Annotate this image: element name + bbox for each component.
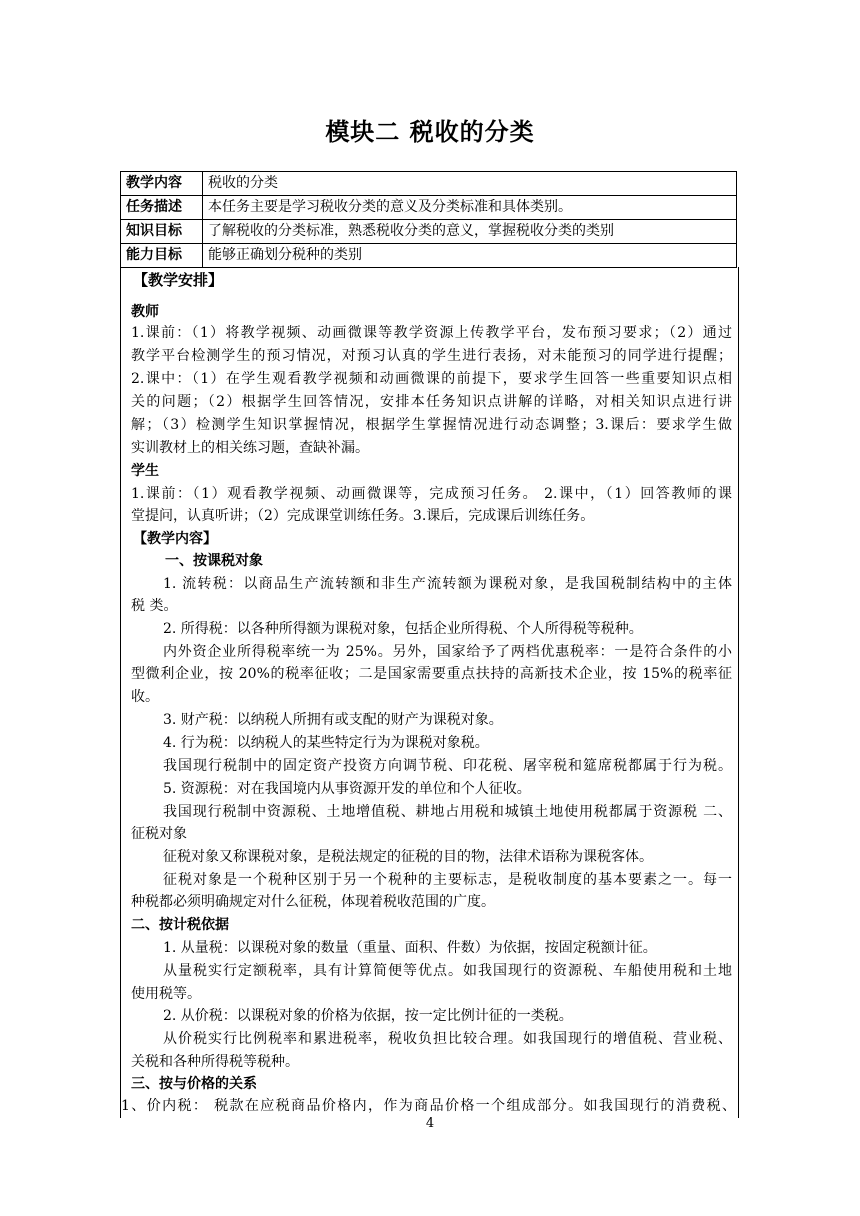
subheading-teacher: 教师 (131, 304, 159, 320)
table-row (121, 220, 737, 244)
body-line: 关税和各种所得税等税种。 (131, 1054, 299, 1070)
row-key: 能力目标 (121, 244, 203, 268)
page-number: 4 (425, 1116, 435, 1131)
body-line: 1.课前：（1）将教学视频、动画微课等教学资源上传教学平台，发布预习要求；（2）通过 (131, 325, 732, 341)
body-line: 我国现行税制中资源税、土地增值税、耕地占用税和城镇土地使用税都属于资源税 二、 (163, 804, 732, 820)
page-title: 模块二 税收的分类 (325, 118, 535, 146)
row-key: 知识目标 (121, 220, 203, 244)
row-value: 本任务主要是学习税收分类的意义及分类标准和具体类别。 (203, 196, 737, 220)
body-line: 3. 财产税：以纳税人所拥有或支配的财产为课税对象。 (163, 712, 503, 728)
body-line: 1. 从量税：以课税对象的数量（重量、面积、件数）为依据，按固定税额计征。 (163, 940, 657, 956)
body-line: 我国现行税制中的固定资产投资方向调节税、印花税、屠宰税和筵席税都属于行为税。 (163, 758, 732, 774)
body-line: 征税对象是一个税种区别于另一个税种的主要标志，是税收制度的基本要素之一。每一 (163, 872, 732, 888)
row-value: 了解税收的分类标准，熟悉税收分类的意义，掌握税收分类的类别 (203, 220, 737, 244)
body-line: 2.课中：（1）在学生观看教学视频和动画微课的前提下，要求学生回答一些重要知识点相 (131, 371, 732, 387)
section-heading: 【教学安排】 (133, 271, 224, 289)
category-heading: 一、按课税对象 (165, 553, 263, 569)
lesson-info-table (120, 171, 737, 268)
body-line: 收。 (131, 689, 159, 705)
body-line: 种税都必须明确规定对什么征税，体现着税收范围的广度。 (131, 894, 495, 910)
body-line: 2. 从价税：以课税对象的价格为依据，按一定比例计征的一类税。 (163, 1008, 573, 1024)
row-value: 能够正确划分税种的类别 (203, 244, 737, 268)
category-heading: 二、按计税依据 (131, 917, 229, 933)
subheading-student: 学生 (131, 463, 159, 479)
body-line: 征税对象又称课税对象，是税法规定的征税的目的物，法律术语称为课税客体。 (163, 849, 653, 865)
body-line: 4. 行为税：以纳税人的某些特定行为为课税对象税。 (163, 735, 489, 751)
table-row (121, 172, 737, 196)
body-line: 1.课前：（1）观看教学视频、动画微课等，完成预习任务。 2.课中，（1）回答教师的课 (131, 486, 732, 502)
body-line: 从量税实行定额税率，具有计算简便等优点。如我国现行的资源税、车船使用税和土地 (163, 963, 732, 979)
body-line: 解；（3）检测学生知识掌握情况，根据学生掌握情况进行动态调整；3.课后：要求学生做 (131, 417, 732, 433)
body-line: 内外资企业所得税率统一为 25%。另外，国家给予了两档优惠税率：一是符合条件的小 (163, 644, 732, 660)
body-line: 关的问题；（2）根据学生回答情况，安排本任务知识点讲解的详略，对相关知识点进行讲 (131, 394, 732, 410)
row-key: 任务描述 (121, 196, 203, 220)
body-line: 1. 流转税：以商品生产流转额和非生产流转额为课税对象，是我国税制结构中的主体 (163, 576, 732, 592)
body-line: 型微利企业，按 20%的税率征收；二是国家需要重点扶持的高新技术企业，按 15%的税率征 (131, 666, 732, 682)
body-line: 税 类。 (131, 598, 178, 614)
category-heading: 三、按与价格的关系 (131, 1076, 257, 1092)
table-row (121, 244, 737, 268)
body-line: 从价税实行比例税率和累进税率，税收负担比较合理。如我国现行的增值税、营业税、 (163, 1031, 732, 1047)
row-key: 教学内容 (121, 172, 203, 196)
lesson-body (120, 267, 739, 1118)
body-line: 教学平台检测学生的预习情况，对预习认真的学生进行表扬，对未能预习的同学进行提醒； (131, 348, 732, 364)
body-line: 堂提问，认真听讲；（2）完成课堂训练任务。3.课后，完成课后训练任务。 (131, 508, 595, 524)
body-line: 征税对象 (131, 826, 187, 842)
body-line: 使用税等。 (131, 986, 201, 1002)
body-line: 1、价内税： 税款在应税商品价格内，作为商品价格一个组成部分。如我国现行的消费税、 (121, 1098, 736, 1114)
body-line: 2. 所得税：以各种所得额为课税对象，包括企业所得税、个人所得税等税种。 (163, 621, 643, 637)
body-line: 实训教材上的相关练习题，查缺补漏。 (131, 440, 369, 456)
table-row (121, 196, 737, 220)
row-value: 税收的分类 (203, 172, 737, 196)
section-heading: 【教学内容】 (133, 531, 217, 547)
body-line: 5. 资源税：对在我国境内从事资源开发的单位和个人征收。 (163, 781, 531, 797)
